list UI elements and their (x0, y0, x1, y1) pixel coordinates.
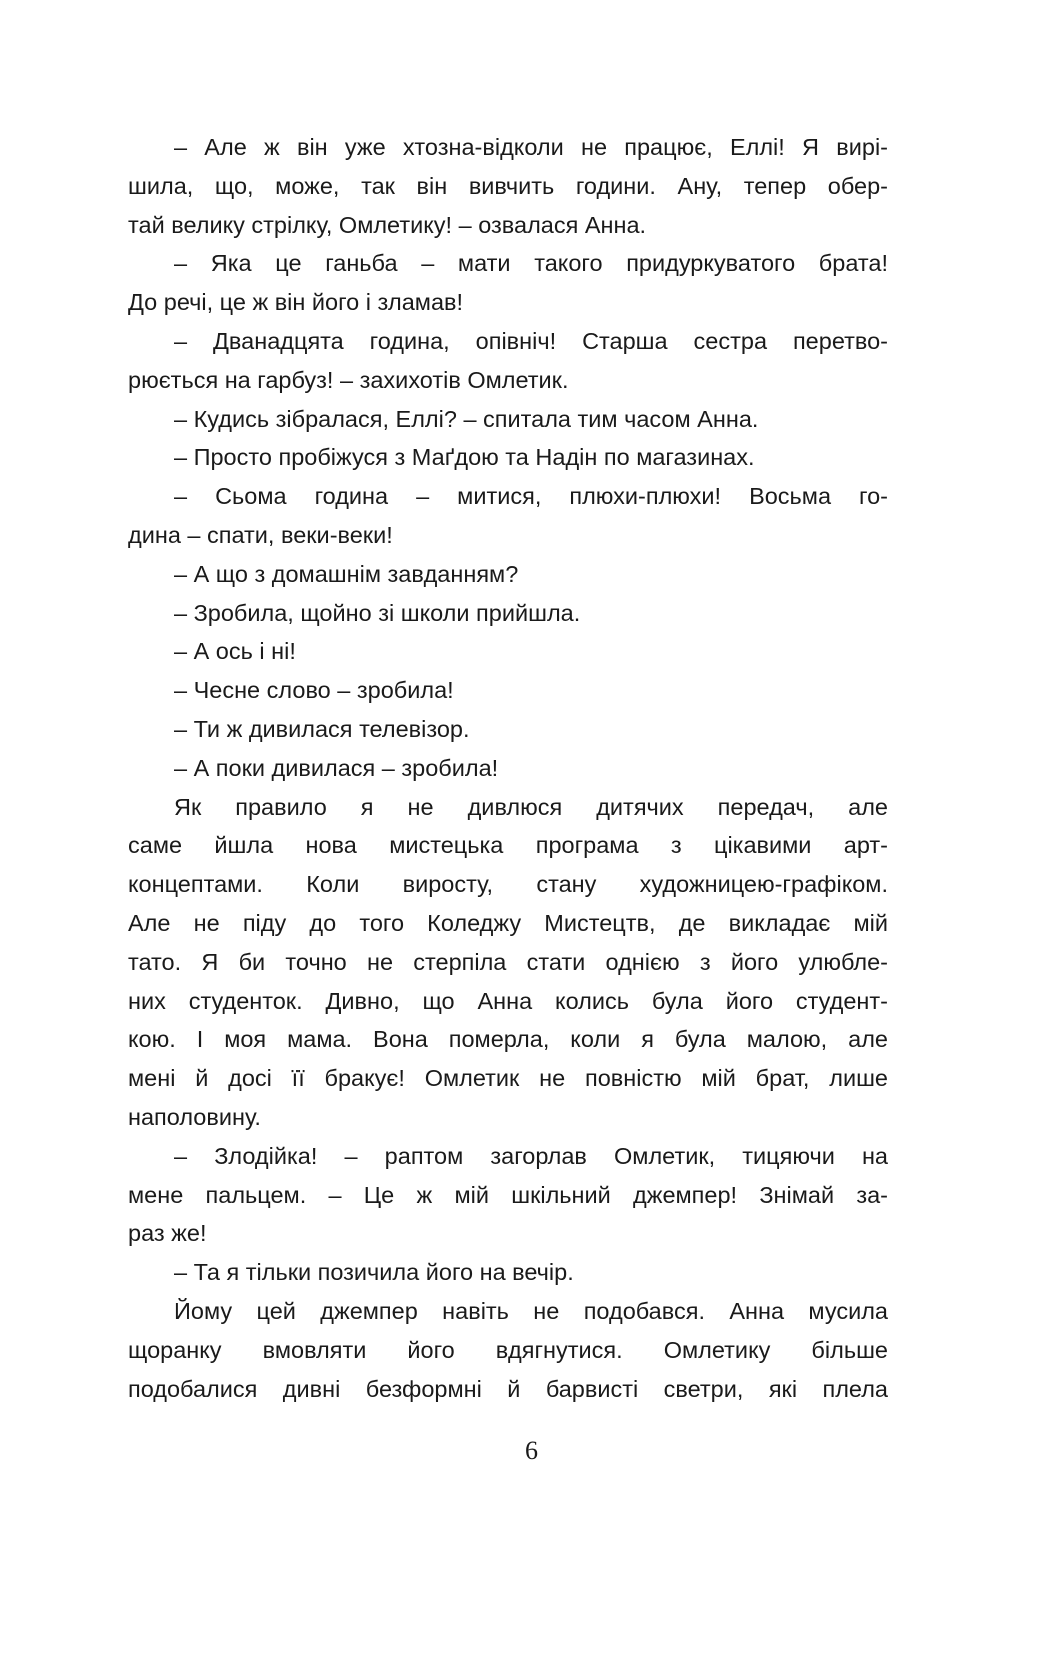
text-line: Але не піду до того Коледжу Мистецтв, де викладає мій (128, 909, 888, 936)
text-line: Йому цей джемпер навіть не подобався. Анна мусила (174, 1297, 888, 1324)
text-line: – Дванадцята година, опівніч! Старша сестра перетво- (174, 327, 888, 354)
text-line: – Просто пробіжуся з Маґдою та Надін по магазинах. (174, 444, 755, 471)
text-line: – Яка це ганьба – мати такого придуркуватого брата! (174, 250, 888, 277)
text-line: – Але ж він уже хтозна-відколи не працює, Еллі! Я вирі- (174, 134, 888, 160)
text-line: тато. Я би точно не стерпіла стати однією з його улюбле- (128, 948, 888, 975)
text-line: – А поки дивилася – зробила! (174, 754, 499, 781)
text-line: тай велику стрілку, Омлетику! – озвалася Анна. (128, 211, 647, 238)
text-line: – А ось і ні! (174, 638, 296, 665)
text-line: – А що з домашнім завданням? (174, 560, 519, 587)
text-line: шила, що, може, так він вивчить години. Ану, тепер обер- (128, 172, 888, 199)
page-body-text (128, 128, 888, 1408)
text-line: – Злодійка! – раптом загорлав Омлетик, тицяючи на (174, 1142, 888, 1169)
text-line: – Кудись зібралася, Еллі? – спитала тим часом Анна. (174, 405, 759, 432)
text-line: раз же! (128, 1220, 207, 1247)
text-line: – Сьома година – митися, плюхи-плюхи! Восьма го- (174, 483, 888, 510)
text-line: – Ти ж дивилася телевізор. (174, 715, 470, 742)
text-line: саме йшла нова мистецька програма з цікавими арт- (128, 832, 888, 859)
text-line: До речі, це ж він його і зламав! (128, 289, 464, 316)
text-line: мені й досі її бракує! Омлетик не повністю мій брат, лише (128, 1065, 888, 1092)
text-line: подобалися дивні безформні й барвисті светри, які плела (128, 1375, 888, 1402)
text-line: мене пальцем. – Це ж мій шкільний джемпер! Знімай за- (128, 1181, 888, 1208)
text-line: – Та я тільки позичила його на вечір. (174, 1259, 574, 1286)
text-line: щоранку вмовляти його вдягнутися. Омлетику більше (128, 1336, 888, 1363)
text-line: – Чесне слово – зробила! (174, 677, 454, 704)
text-line: концептами. Коли виросту, стану художницею-графіком. (128, 871, 888, 898)
text-line: наполовину. (128, 1103, 261, 1130)
text-line: кою. І моя мама. Вона померла, коли я була малою, але (128, 1026, 888, 1053)
text-line: – Зробила, щойно зі школи прийшла. (174, 599, 581, 626)
text-line: рюється на гарбуз! – захихотів Омлетик. (128, 366, 569, 393)
text-line: Як правило я не дивлюся дитячих передач, але (174, 793, 888, 820)
text-line: дина – спати, веки-веки! (128, 521, 393, 548)
text-line: них студенток. Дивно, що Анна колись була його студент- (128, 987, 888, 1014)
page-number: 6 (525, 1436, 538, 1465)
